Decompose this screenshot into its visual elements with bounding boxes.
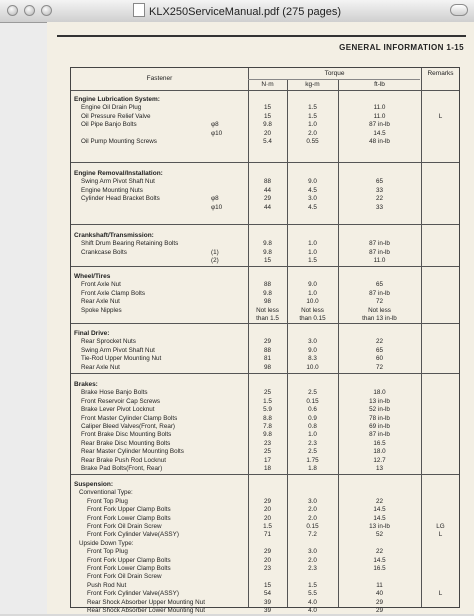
- torque-kgm: 0.8: [308, 423, 317, 430]
- torque-kgm: Not less: [301, 306, 324, 314]
- fastener-size: (1): [211, 248, 219, 256]
- torque-ftlb: 11.0: [373, 257, 386, 265]
- torque-nm: 98: [263, 363, 271, 371]
- torque-ftlb: 11: [376, 581, 383, 589]
- torque-ftlb: 33: [375, 186, 383, 194]
- torque-nm: 9.8: [263, 431, 272, 439]
- torque-nm: 20: [263, 514, 271, 522]
- torque-ftlb: 60: [375, 355, 383, 363]
- torque-ftlb: 16.5: [373, 565, 386, 572]
- torque-kgm: 4.0: [308, 607, 317, 614]
- remark: LG: [436, 523, 445, 530]
- section-title: Brakes:: [74, 381, 98, 388]
- torque-nm: 20: [263, 506, 271, 514]
- torque-kgm: 3.0: [308, 338, 317, 346]
- section-title: Final Drive:: [74, 330, 110, 337]
- header-nm: N·m: [261, 81, 274, 88]
- fastener-name: Front Fork Lower Clamp Bolts: [87, 565, 171, 572]
- torque-kgm: 10.0: [306, 298, 319, 306]
- remark: L: [438, 112, 443, 120]
- torque-ftlb: 72: [375, 298, 383, 306]
- torque-kgm: 1.5: [308, 112, 317, 120]
- torque-table: [70, 67, 460, 614]
- fastener-name: Front Axle Nut: [81, 281, 121, 289]
- torque-ftlb: 29: [375, 607, 383, 614]
- torque-ftlb: 87 in-lb: [369, 240, 390, 248]
- torque-ftlb: 72: [375, 363, 383, 371]
- torque-kgm: 10.0: [306, 363, 319, 371]
- fastener-size: φ10: [211, 203, 223, 211]
- torque-kgm: 1.8: [308, 465, 317, 472]
- torque-ftlb: 12.7: [373, 456, 386, 464]
- table-row: [71, 121, 459, 130]
- torque-kgm: 1.0: [308, 289, 317, 297]
- torque-nm: 20: [263, 129, 271, 137]
- fastener-name: Front Axle Clamp Bolts: [81, 289, 146, 297]
- torque-kgm: 1.5: [308, 104, 317, 112]
- torque-ftlb: 87 in-lb: [369, 431, 390, 439]
- torque-nm: 15: [263, 581, 271, 589]
- table-row: [71, 506, 459, 515]
- section-divider: [71, 266, 459, 267]
- table-row: [71, 590, 459, 599]
- torque-kgm: 8.3: [308, 355, 317, 363]
- table-row: [71, 607, 459, 616]
- fastener-name: Oil Pipe Banjo Bolts: [81, 121, 137, 129]
- torque-kgm: 2.0: [308, 129, 317, 137]
- torque-nm: 15: [263, 104, 271, 112]
- fastener-name: Oil Pump Mounting Screws: [81, 138, 157, 145]
- torque-kgm: 0.6: [308, 406, 317, 414]
- torque-kgm: 2.5: [308, 448, 317, 456]
- section-divider: [71, 224, 459, 225]
- torque-nm: 98: [263, 298, 271, 306]
- page-header: [57, 35, 466, 61]
- fastener-name: Rear Brake Disc Mounting Bolts: [81, 439, 171, 447]
- section-title: Crankshaft/Transmission:: [74, 232, 154, 239]
- torque-ftlb: 16.5: [373, 439, 386, 447]
- torque-kgm: 4.0: [308, 598, 317, 606]
- table-row: [71, 599, 459, 608]
- table-row: [71, 138, 459, 147]
- torque-nm: 71: [263, 531, 271, 539]
- torque-kgm: 1.0: [308, 121, 317, 129]
- torque-nm: 44: [263, 203, 271, 211]
- torque-kgm: 9.0: [308, 281, 317, 289]
- remark: L: [438, 590, 443, 598]
- fastener-name: Engine Mounting Nuts: [81, 186, 143, 194]
- table-row: [71, 298, 459, 307]
- torque-nm: 9.8: [263, 121, 272, 129]
- header-divider: [71, 90, 459, 91]
- fastener-name: Rear Sprocket Nuts: [81, 338, 136, 346]
- table-row: [71, 565, 459, 574]
- fastener-name: Rear Master Cylinder Mounting Bolts: [81, 448, 184, 456]
- torque-ftlb: 48 in-lb: [369, 138, 390, 145]
- torque-nm: 25: [263, 389, 271, 397]
- fastener-name: Cylinder Head Bracket Bolts: [81, 195, 160, 203]
- torque-ftlb: 13 in-lb: [369, 397, 390, 405]
- section-divider: [71, 474, 459, 475]
- torque-nm: 5.9: [263, 406, 272, 414]
- table-row: [71, 548, 459, 557]
- fastener-name: Brake Hose Banjo Bolts: [81, 389, 148, 397]
- torque-kgm: than 0.15: [299, 315, 326, 322]
- table-row: [71, 364, 459, 373]
- table-row: [71, 440, 459, 449]
- window-title-wrap: [0, 3, 474, 18]
- table-row: [71, 290, 459, 299]
- torque-ftlb: Not less: [368, 306, 391, 314]
- fastener-name: Rear Brake Push Rod Locknut: [81, 456, 167, 464]
- torque-kgm: 1.0: [308, 431, 317, 439]
- fastener-name: Crankcase Bolts: [81, 248, 127, 256]
- torque-kgm: 2.5: [308, 389, 317, 397]
- torque-ftlb: 33: [375, 203, 383, 211]
- torque-kgm: 4.5: [308, 203, 317, 211]
- fastener-name: Front Top Plug: [87, 497, 128, 505]
- torque-nm: 8.8: [263, 414, 272, 422]
- table-row: [71, 338, 459, 347]
- fastener-name: Front Fork Lower Clamp Bolts: [87, 514, 171, 522]
- section-divider: [71, 162, 459, 163]
- table-row: [71, 498, 459, 507]
- torque-ftlb: 14.5: [373, 514, 386, 522]
- torque-ftlb: 13 in-lb: [369, 523, 390, 530]
- fastener-size: φ8: [211, 121, 219, 129]
- torque-kgm: 1.5: [308, 581, 317, 589]
- table-row: [71, 355, 459, 364]
- torque-nm: 1.5: [263, 397, 272, 405]
- table-row: [71, 515, 459, 524]
- fastener-name: Tie-Rod Upper Mounting Nut: [81, 355, 162, 363]
- table-row: [71, 415, 459, 424]
- fastener-name: Oil Pressure Relief Valve: [81, 112, 151, 120]
- fastener-name: Front Reservoir Cap Screws: [81, 397, 161, 405]
- torque-ftlb: 22: [375, 338, 383, 346]
- torque-kgm: 9.0: [308, 346, 317, 354]
- fastener-name: Front Fork Upper Clamp Bolts: [87, 506, 171, 514]
- table-row: [71, 423, 459, 432]
- torque-ftlb: 87 in-lb: [369, 289, 390, 297]
- torque-ftlb: than 13 in-lb: [362, 315, 397, 322]
- torque-nm: 23: [263, 439, 271, 447]
- table-row: [71, 347, 459, 356]
- fastener-name: Swing Arm Pivot Shaft Nut: [81, 346, 155, 354]
- torque-ftlb: 69 in-lb: [369, 423, 390, 430]
- fastener-name: Front Fork Oil Drain Screw: [87, 573, 162, 581]
- table-row: [71, 195, 459, 204]
- torque-nm: 29: [263, 497, 271, 505]
- table-row: [71, 315, 459, 324]
- fastener-size: (2): [211, 257, 219, 265]
- torque-kgm: 1.5: [308, 257, 317, 265]
- torque-ftlb: 14.5: [373, 506, 386, 514]
- torque-kgm: 5.5: [308, 590, 317, 598]
- fastener-name: Brake Lever Pivot Locknut: [81, 406, 155, 414]
- fastener-name: Shift Drum Bearing Retaining Bolts: [81, 240, 179, 248]
- fastener-name: Front Top Plug: [87, 548, 128, 556]
- torque-ftlb: 18.0: [373, 448, 386, 456]
- torque-ftlb: 22: [375, 497, 383, 505]
- torque-nm: 9.8: [263, 240, 272, 248]
- torque-kgm: 2.3: [308, 439, 317, 447]
- torque-nm: 7.8: [263, 423, 272, 430]
- torque-ftlb: 87 in-lb: [369, 248, 390, 256]
- torque-kgm: 0.9: [308, 414, 317, 422]
- table-row: [71, 582, 459, 591]
- fastener-name: Rear Shock Absorber Lower Mounting Nut: [87, 607, 205, 614]
- table-row: [71, 406, 459, 415]
- torque-ftlb: 22: [375, 548, 383, 556]
- torque-nm: 20: [263, 556, 271, 564]
- fastener-size: φ8: [211, 195, 219, 203]
- table-row: [71, 398, 459, 407]
- torque-nm: 15: [263, 257, 271, 265]
- torque-kgm: 2.0: [308, 556, 317, 564]
- pdf-page[interactable]: [47, 22, 474, 614]
- table-row: [71, 448, 459, 457]
- torque-nm: 25: [263, 448, 271, 456]
- torque-nm: 15: [263, 112, 271, 120]
- torque-kgm: 2.0: [308, 506, 317, 514]
- table-row: [71, 257, 459, 266]
- torque-ftlb: 52: [375, 531, 383, 539]
- torque-ftlb: 11.0: [373, 112, 386, 120]
- torque-ftlb: 22: [375, 195, 383, 203]
- fastener-name: Front Master Cylinder Clamp Bolts: [81, 414, 178, 422]
- table-row: [71, 573, 459, 582]
- header-torque: Torque: [324, 70, 345, 77]
- torque-nm: 9.8: [263, 289, 272, 297]
- fastener-name: Swing Arm Pivot Shaft Nut: [81, 178, 155, 186]
- torque-nm: 29: [263, 195, 271, 203]
- fastener-size: φ10: [211, 129, 223, 137]
- torque-kgm: 7.2: [308, 531, 317, 539]
- torque-ftlb: 40: [375, 590, 383, 598]
- table-row: [71, 389, 459, 398]
- torque-nm: 29: [263, 548, 271, 556]
- section-title: Engine Lubrication System:: [74, 96, 160, 103]
- torque-ftlb: 65: [375, 281, 383, 289]
- fastener-name: Rear Axle Nut: [81, 298, 120, 306]
- torque-ftlb: 14.5: [373, 556, 386, 564]
- fastener-name: Spoke Nipples: [81, 306, 122, 314]
- torque-kgm: 0.55: [306, 138, 319, 145]
- torque-ftlb: 65: [375, 178, 383, 186]
- table-row: [71, 531, 459, 540]
- torque-ftlb: 65: [375, 346, 383, 354]
- toolbar-toggle-button[interactable]: [450, 4, 468, 16]
- fastener-name: Push Rod Nut: [87, 581, 127, 589]
- header-fastener: Fastener: [146, 75, 173, 82]
- torque-nm: 88: [263, 281, 271, 289]
- title-bar[interactable]: [0, 0, 474, 23]
- table-row: [71, 187, 459, 196]
- remark: L: [438, 531, 443, 539]
- section-title: Wheel/Tires: [74, 273, 111, 280]
- torque-nm: 39: [263, 607, 271, 614]
- torque-kgm: 1.0: [308, 240, 317, 248]
- torque-kgm: 0.15: [306, 523, 319, 530]
- torque-kgm: 3.0: [308, 497, 317, 505]
- torque-ftlb: 13: [375, 465, 383, 472]
- torque-kgm: 4.5: [308, 186, 317, 194]
- torque-kgm: 3.0: [308, 195, 317, 203]
- table-row: [71, 281, 459, 290]
- torque-nm: 18: [263, 465, 271, 472]
- torque-nm: Not less: [256, 306, 279, 314]
- fastener-name: Caliper Bleed Valves(Front, Rear): [81, 423, 176, 430]
- table-row: [71, 104, 459, 113]
- torque-kgm: 1.75: [306, 456, 319, 464]
- table-row: [71, 457, 459, 466]
- table-row: [71, 489, 459, 498]
- torque-ftlb: 11.0: [373, 104, 386, 112]
- torque-ftlb: 14.5: [373, 129, 386, 137]
- fastener-name: Upside Down Type:: [79, 539, 134, 547]
- torque-nm: 23: [263, 565, 271, 572]
- torque-ftlb: 52 in-lb: [369, 406, 390, 414]
- torque-nm: 5.4: [263, 138, 272, 145]
- torque-nm: 88: [263, 178, 271, 186]
- torque-ftlb: 87 in-lb: [369, 121, 390, 129]
- table-row: [71, 113, 459, 122]
- table-row: [71, 307, 459, 316]
- table-row: [71, 523, 459, 532]
- header-rule: [57, 35, 466, 37]
- table-row: [71, 249, 459, 258]
- table-row: [71, 178, 459, 187]
- torque-kgm: 2.3: [308, 565, 317, 572]
- torque-kgm: 1.0: [308, 248, 317, 256]
- table-row: [71, 204, 459, 213]
- section-divider: [71, 373, 459, 374]
- fastener-name: Rear Axle Nut: [81, 363, 120, 371]
- header-kgm: kg-m: [305, 81, 320, 88]
- torque-nm: than 1.5: [256, 315, 279, 322]
- page-header-text: GENERAL INFORMATION 1-15: [339, 43, 464, 52]
- torque-nm: 17: [263, 456, 271, 464]
- table-row: [71, 240, 459, 249]
- section-title: Engine Removal/Installation:: [74, 170, 163, 177]
- torque-nm: 39: [263, 598, 271, 606]
- window-title: KLX250ServiceManual.pdf (275 pages): [148, 6, 341, 18]
- header-ftlb: ft-lb: [374, 81, 385, 88]
- torque-kgm: 9.0: [308, 178, 317, 186]
- torque-nm: 88: [263, 346, 271, 354]
- torque-kgm: 3.0: [308, 548, 317, 556]
- fastener-name: Front Fork Oil Drain Screw: [87, 523, 162, 530]
- torque-nm: 29: [263, 338, 271, 346]
- fastener-name: Engine Oil Drain Plug: [81, 104, 142, 112]
- table-row: [71, 540, 459, 549]
- torque-nm: 9.8: [263, 248, 272, 256]
- torque-nm: 1.5: [263, 523, 272, 530]
- torque-nm: 44: [263, 186, 271, 194]
- header-remarks: Remarks: [427, 70, 454, 77]
- header-subdivider: [248, 79, 420, 80]
- fastener-name: Rear Shock Absorber Upper Mounting Nut: [87, 598, 205, 606]
- fastener-name: Front Brake Disc Mounting Bolts: [81, 431, 172, 439]
- pdf-document-icon: [133, 3, 145, 17]
- table-row: [71, 130, 459, 139]
- table-row: [71, 465, 459, 474]
- fastener-name: Front Fork Cylinder Valve(ASSY): [87, 531, 179, 539]
- fastener-name: Front Fork Cylinder Valve(ASSY): [87, 590, 179, 598]
- torque-nm: 81: [263, 355, 271, 363]
- torque-ftlb: 18.0: [373, 389, 386, 397]
- table-row: [71, 557, 459, 566]
- section-title: Suspension:: [74, 481, 114, 488]
- fastener-name: Conventional Type:: [79, 489, 133, 497]
- torque-kgm: 0.15: [306, 397, 319, 405]
- torque-kgm: 2.0: [308, 514, 317, 522]
- torque-nm: 54: [263, 590, 271, 598]
- torque-ftlb: 78 in-lb: [369, 414, 390, 422]
- fastener-name: Front Fork Upper Clamp Bolts: [87, 556, 171, 564]
- fastener-name: Brake Pad Bolts(Front, Rear): [81, 465, 163, 472]
- table-row: [71, 431, 459, 440]
- torque-ftlb: 29: [375, 598, 383, 606]
